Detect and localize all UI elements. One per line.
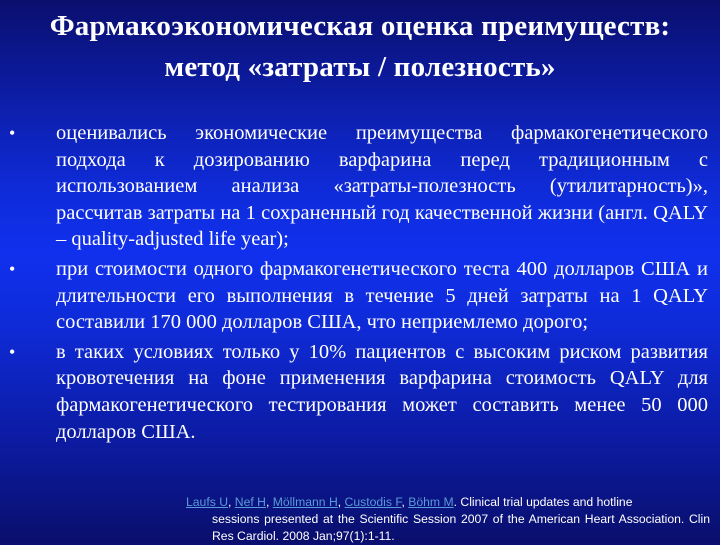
bullet-item: [0, 256, 720, 336]
author-link[interactable]: Custodis F: [344, 495, 402, 509]
bullet-icon: •: [9, 258, 16, 279]
reference-citation: [186, 494, 710, 545]
author-link[interactable]: Laufs U: [186, 495, 229, 509]
separator: ,: [265, 495, 273, 509]
author-link[interactable]: Nef H: [234, 495, 266, 509]
bullet-item: [0, 339, 720, 445]
separator: ,: [401, 495, 409, 509]
bullet-icon: •: [9, 123, 16, 143]
separator: ,: [228, 495, 235, 509]
bullet-icon: •: [9, 341, 16, 362]
citation-rest: sessions presented at the Scientific Session 2007 of the American Heart Association. Clin Res Cardiol. 2008 Jan;97(1):1-11.: [212, 512, 710, 543]
bullet-list: [0, 120, 720, 448]
author-link[interactable]: Möllmann H: [272, 495, 338, 509]
bullet-text: оценивались экономические преимущества фармакогенетического подхода к дозированию варфарина перед традиционным с использованием анализа «затраты-полезность (утилитарность)», рассчитав затраты на 1 сохраненный год качественной жизни (англ. QALY – quality-adjusted life year);: [56, 122, 708, 251]
slide-title: [0, 6, 720, 88]
bullet-text: при стоимости одного фармакогенетического теста 400 долларов США и длительности его выполнения в течение 5 дней затраты на 1 QALY составили 170 000 долларов США, что неприемлемо дорого;: [56, 257, 708, 334]
bullet-item: [0, 120, 720, 253]
title-line-1: Фармакоэкономическая оценка преимуществ:: [49, 10, 671, 42]
bullet-text: в таких условиях только у 10% пациентов с высоким риском развития кровотечения на фоне применения варфарина стоимость QALY для фармакогенетического тестирования может составить менее 50 000 долларов США.: [56, 340, 708, 443]
author-link[interactable]: Böhm M: [408, 495, 454, 509]
title-line-2: метод «затраты / полезность»: [164, 51, 556, 83]
citation-title-start: . Clinical trial updates and hotline: [453, 495, 633, 509]
separator: ,: [337, 495, 345, 509]
